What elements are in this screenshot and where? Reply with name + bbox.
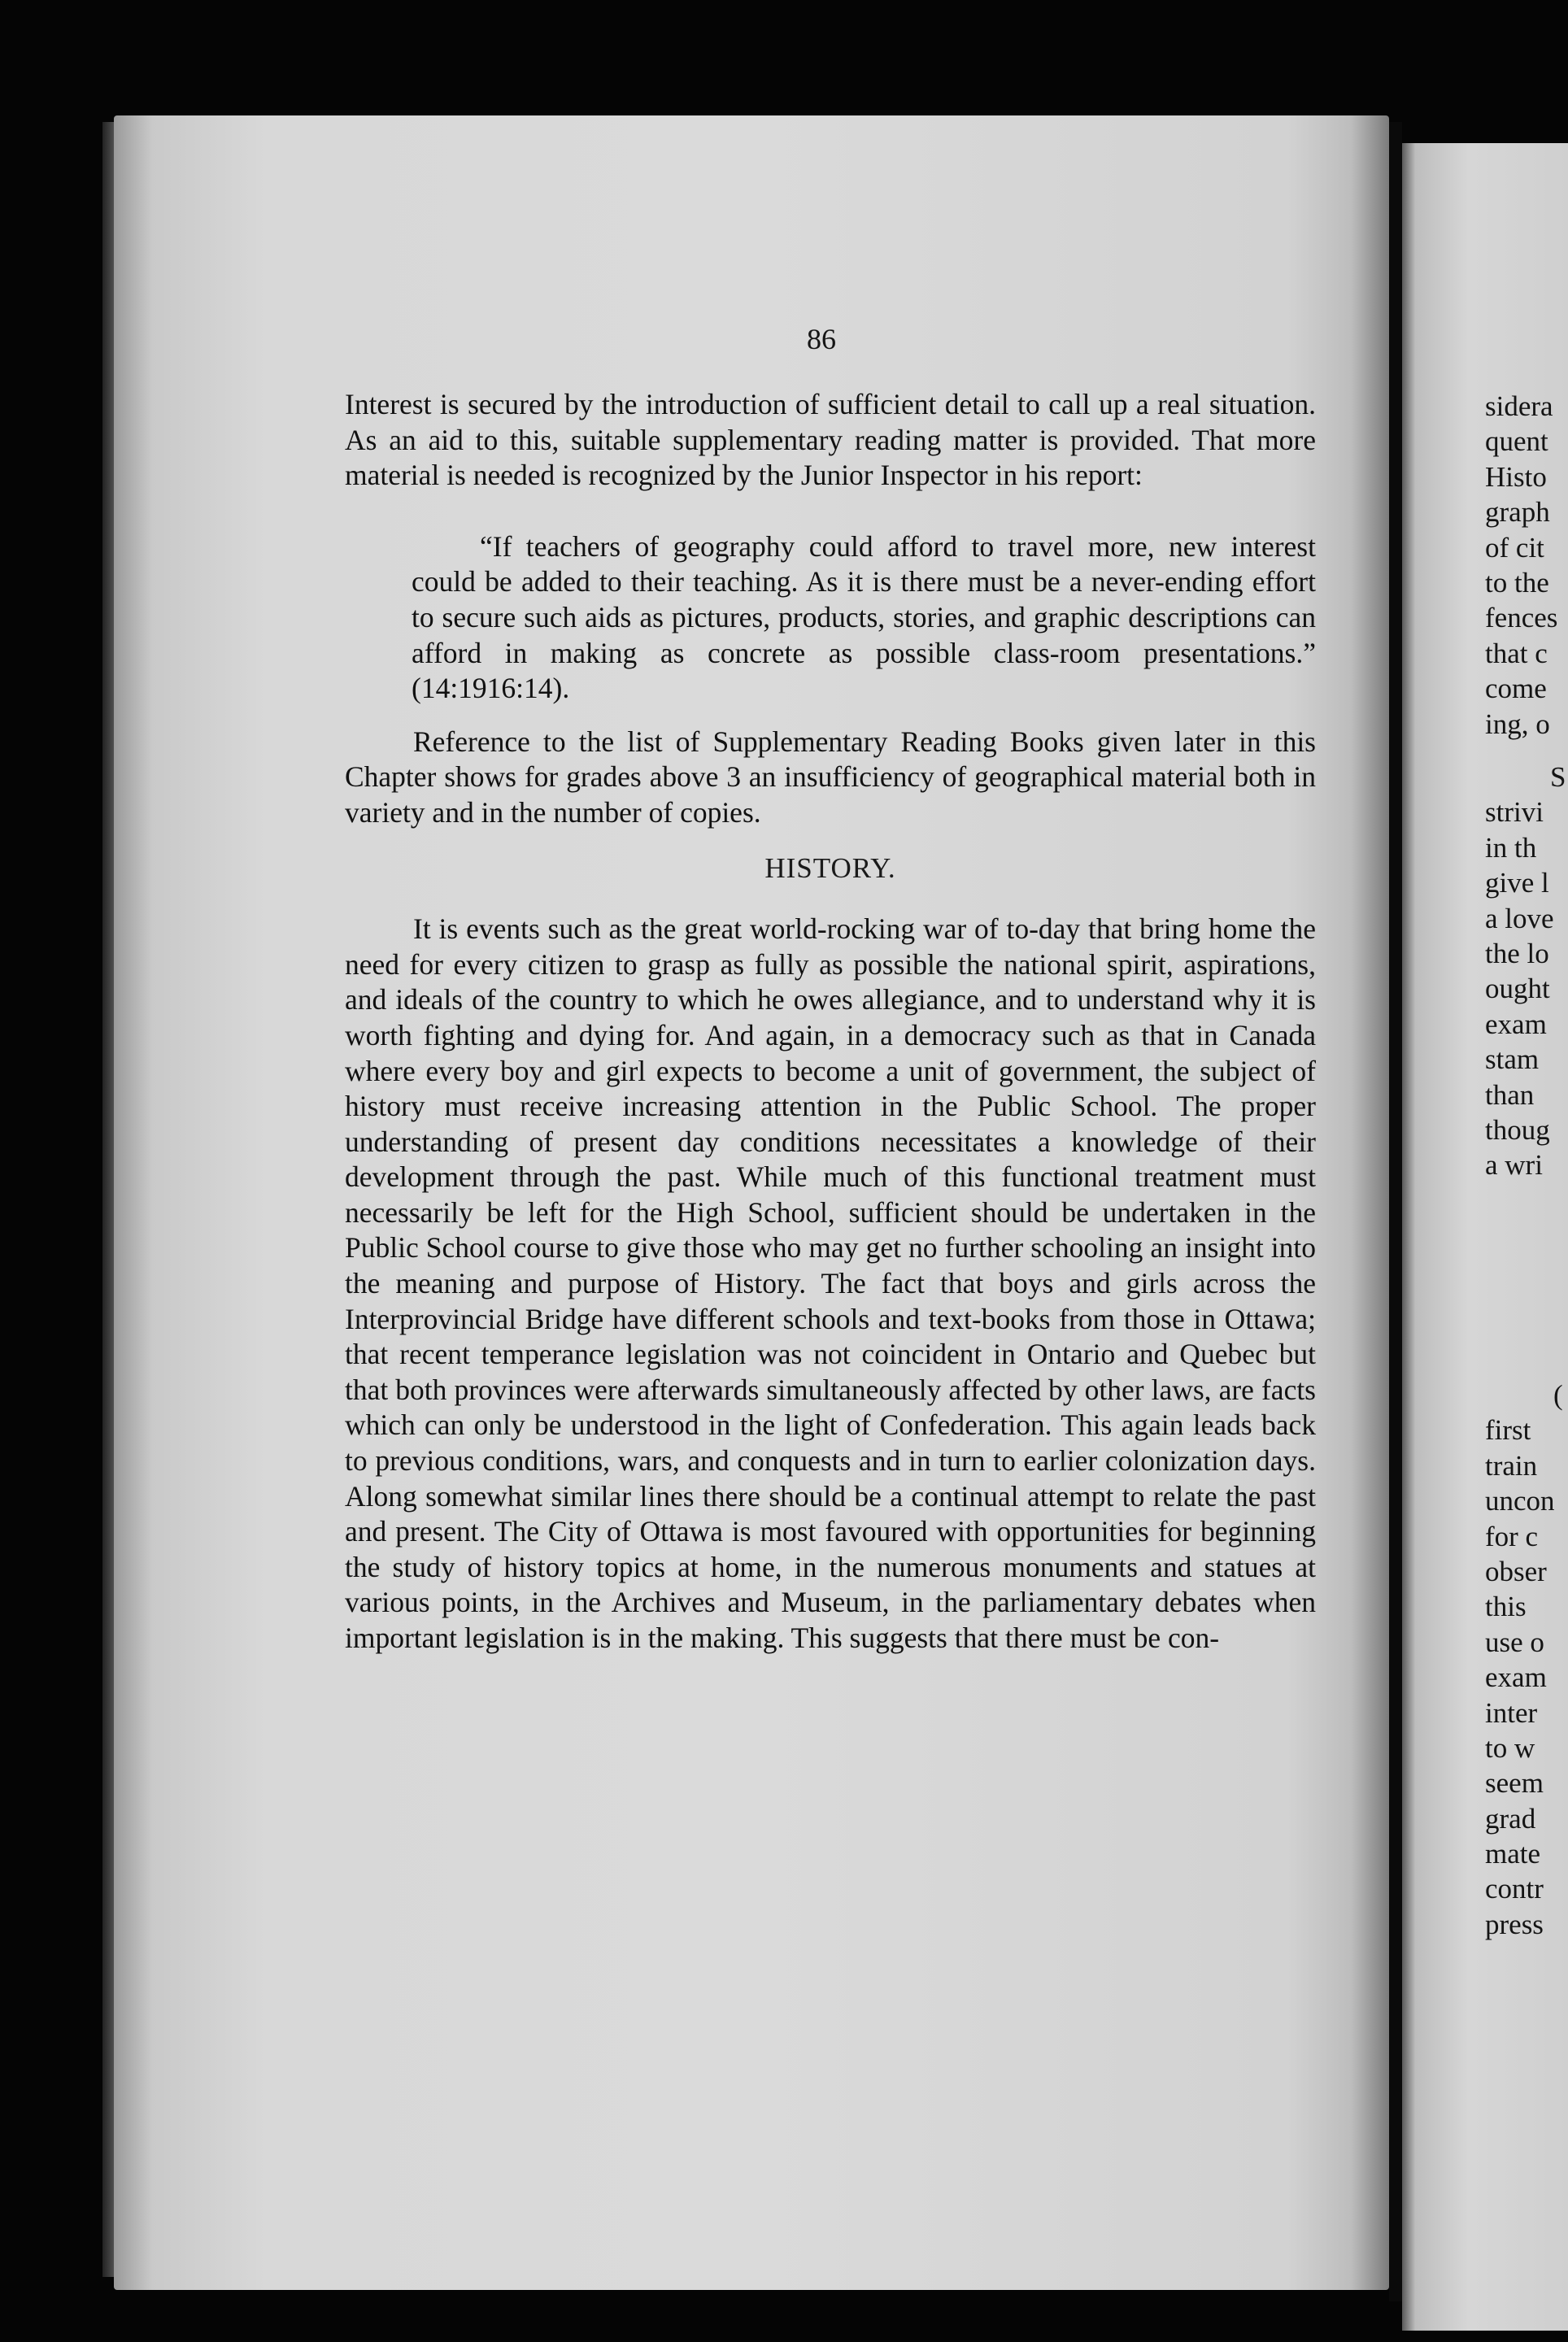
facing-line: stam <box>1485 1043 1540 1076</box>
facing-line: a wri <box>1485 1149 1543 1182</box>
facing-line: press <box>1485 1908 1544 1940</box>
facing-line: train <box>1485 1449 1538 1482</box>
facing-line: for c <box>1485 1520 1539 1552</box>
facing-line: the lo <box>1485 937 1549 969</box>
facing-line: to the <box>1485 566 1549 599</box>
facing-line: mate <box>1485 1838 1541 1870</box>
facing-line: uncon <box>1485 1485 1555 1517</box>
facing-line: seem <box>1485 1767 1544 1800</box>
facing-line: S <box>1550 761 1566 793</box>
facing-line: quent <box>1485 425 1548 458</box>
facing-line: ought <box>1485 973 1550 1005</box>
facing-line: first <box>1485 1414 1531 1447</box>
facing-line: that c <box>1485 637 1548 669</box>
facing-page-fragment-1 <box>1485 389 1566 742</box>
facing-line: sidera <box>1485 390 1553 422</box>
facing-line: strivi <box>1485 796 1544 829</box>
page-body <box>345 387 1316 1656</box>
facing-line: thoug <box>1485 1113 1550 1146</box>
intro-paragraph: Interest is secured by the introduction of sufficient detail to call up a real situation. As an aid to this, suitable supplementary reading matter is provided. That more material is needed is recognized by the Junior Inspector in his report: <box>345 388 1316 492</box>
facing-line: ing, o <box>1485 707 1550 740</box>
page-number: 86 <box>807 323 836 355</box>
facing-line: come <box>1485 673 1547 705</box>
facing-line: exam <box>1485 1008 1547 1040</box>
facing-line: than <box>1485 1078 1535 1111</box>
facing-line: this <box>1485 1591 1527 1623</box>
facing-line: in th <box>1485 831 1537 864</box>
facing-line: fences <box>1485 602 1558 634</box>
facing-line: give l <box>1485 867 1549 899</box>
facing-line: to w <box>1485 1731 1535 1764</box>
book-gutter <box>1389 122 1402 2301</box>
facing-line: of cit <box>1485 531 1544 564</box>
facing-line: inter <box>1485 1696 1538 1729</box>
reference-paragraph: Reference to the list of Supplementary Reading Books given later in this Chapter shows for grades above 3 an insufficiency of geographical material both in variety and in the number of copies. <box>345 725 1316 829</box>
facing-line: exam <box>1485 1661 1547 1694</box>
facing-page-fragment-3 <box>1485 1378 1566 1942</box>
facing-line: contr <box>1485 1873 1544 1905</box>
section-heading-history: HISTORY. <box>764 851 896 884</box>
history-paragraph: It is events such as the great world-rocking war of to-day that bring home the need for every citizen to grasp as fully as possible the national spirit, aspirations, and ideals of the country to which he owes allegiance, and to understand why it is worth fighting and dying for. And again, in a democracy such as that in Canada where every boy and girl expects to become a unit of government, the subject of history must receive increasing attention in the Public School. The proper understanding of present day conditions necessitates a knowledge of their development through the past. While much of this functional treatment must necessarily be left for the High School, sufficient should be undertaken in the Public School course to give those who may get no further schooling an insight into the meaning and purpose of History. The fact that boys and girls across the Interprovincial Bridge have different schools and text-books from those in Ottawa; that recent temperance legislation was not coincident in Ontario and Quebec but that both provinces were afterwards simultaneously affected by other laws, are facts which can only be understood in the light of Confederation. This again leads back to previous conditions, wars, and conquests and in turn to earlier colonization days. Along somewhat similar lines there should be a continual attempt to relate the past and present. The City of Ottawa is most favoured with opportunities for beginning the study of history topics at home, in the numerous monuments and statues at various points, in the Archives and Museum, in the parliamentary debates when important legislation is in the making. This suggests that there must be con- <box>345 912 1316 1654</box>
facing-line: a love <box>1485 902 1554 934</box>
facing-line: obser <box>1485 1555 1547 1587</box>
facing-page-fragment-2 <box>1485 760 1566 1183</box>
facing-line: graph <box>1485 496 1550 529</box>
facing-line: ( <box>1553 1379 1563 1411</box>
facing-line: grad <box>1485 1802 1536 1835</box>
inspector-quote: “If teachers of geography could afford to travel more, new interest could be added to their teaching. As it is there must be a never-ending effort to secure such aids as pictures, products, stories, and graphic descriptions can afford in making as concrete as possible class-room presentations.” (14:1916:14). <box>412 529 1316 705</box>
facing-line: use o <box>1485 1626 1544 1658</box>
facing-line: Histo <box>1485 460 1547 493</box>
